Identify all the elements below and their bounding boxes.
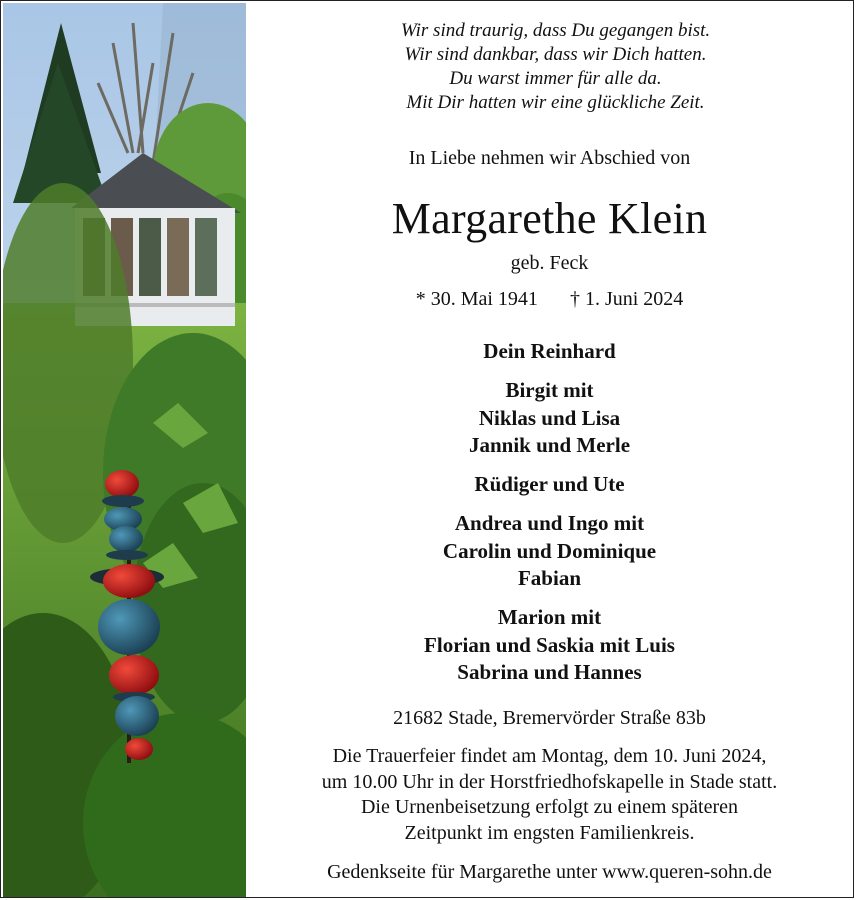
garden-photo — [3, 3, 246, 897]
ceremony-line: Die Urnenbeisetzung erfolgt zu einem späteren — [360, 796, 739, 818]
memorial-page-link: Gedenkseite für Margarethe unter www.queren-sohn.de — [327, 861, 772, 883]
mourner-line: Andrea und Ingo mit — [454, 511, 645, 535]
verse-line: Mit Dir hatten wir eine glückliche Zeit. — [406, 92, 705, 113]
ceremony-line: Zeitpunkt im engsten Familienkreis. — [404, 821, 695, 844]
verse-line: Wir sind traurig, dass Du gegangen bist. — [400, 20, 711, 41]
mourner-line: Fabian — [517, 566, 582, 590]
mourner-group — [246, 338, 853, 366]
address: 21682 Stade, Bremervörder Straße 83b — [393, 707, 706, 729]
death-date: † 1. Juni 2024 — [569, 288, 684, 310]
verse-line: Du warst immer für alle da. — [449, 68, 662, 89]
mourners — [246, 338, 853, 698]
mourner-line: Marion mit — [497, 605, 602, 629]
maiden-name: geb. Feck — [510, 252, 589, 274]
deceased-name: Margarethe Klein — [391, 194, 708, 243]
mourner-line: Florian und Saskia mit Luis — [424, 632, 675, 657]
mourner-line: Rüdiger und Ute — [474, 472, 625, 496]
ceremony-line: Die Trauerfeier findet am Montag, dem 10. Juni 2024, — [332, 745, 767, 767]
mourner-line: Birgit mit — [505, 378, 594, 402]
mourner-line: Carolin und Dominique — [442, 538, 657, 563]
garden-photo-illustration — [3, 3, 246, 897]
mourner-group — [246, 510, 853, 593]
mourner-group — [246, 377, 853, 460]
ceremony-info — [246, 744, 853, 846]
birth-date: * 30. Mai 1941 — [415, 288, 538, 310]
ceremony-line: um 10.00 Uhr in der Horstfriedhofskapelle in Stade statt. — [321, 770, 778, 793]
mourner-line: Jannik und Merle — [468, 433, 631, 457]
mourner-line: Niklas und Lisa — [478, 405, 621, 430]
mourner-group — [246, 604, 853, 687]
verse-line: Wir sind dankbar, dass wir Dich hatten. — [404, 44, 707, 65]
mourner-line: Sabrina und Hannes — [457, 660, 642, 684]
mourner-line: Dein Reinhard — [483, 339, 616, 363]
notice-text — [246, 1, 853, 897]
intro-text: In Liebe nehmen wir Abschied von — [408, 147, 691, 169]
verse — [246, 19, 853, 115]
mourner-group — [246, 471, 853, 499]
life-dates — [246, 288, 853, 311]
